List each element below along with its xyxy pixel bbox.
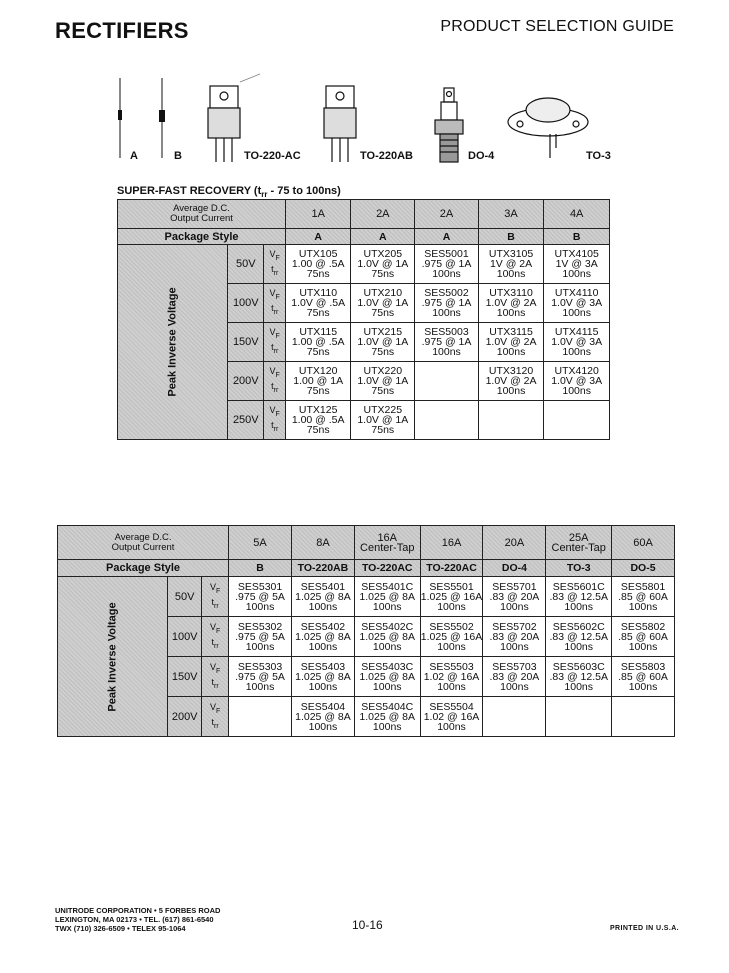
forward-voltage: .975 @ 5A bbox=[235, 590, 285, 603]
part-number: SES5002 bbox=[424, 287, 469, 299]
current-cell: 2A bbox=[351, 200, 415, 229]
recovery-time: 100ns bbox=[562, 307, 591, 319]
part-cell bbox=[612, 617, 675, 657]
recovery-time: 75ns bbox=[371, 346, 395, 358]
forward-voltage: 1.0V @ 3A bbox=[551, 375, 603, 387]
part-cell bbox=[291, 657, 354, 697]
part-cell bbox=[354, 617, 420, 657]
forward-voltage: .975 @ 5A bbox=[235, 670, 285, 683]
part-number: UTX4105 bbox=[554, 248, 599, 260]
symbol-cell: $V_F$ $t_{rr}$ bbox=[202, 617, 229, 657]
current-cell: 5A bbox=[229, 526, 292, 560]
piv-label: Peak Inverse Voltage bbox=[118, 245, 228, 440]
forward-voltage: 1V @ 3A bbox=[555, 258, 598, 270]
current-cell: 16A bbox=[420, 526, 483, 560]
part-cell bbox=[351, 401, 415, 440]
page-title: RECTIFIERS bbox=[55, 18, 189, 43]
package-style-cell: A bbox=[286, 229, 351, 245]
recovery-time: 75ns bbox=[306, 307, 330, 319]
forward-voltage: .83 @ 20A bbox=[489, 670, 540, 683]
forward-voltage: .85 @ 60A bbox=[618, 590, 668, 603]
package-label-to220ac: TO-220-AC bbox=[244, 150, 301, 162]
forward-voltage: 1.025 @ 8A bbox=[359, 590, 416, 603]
forward-voltage: 1.0V @ 1A bbox=[357, 297, 409, 309]
part-cell bbox=[483, 577, 546, 617]
package-style-cell: DO-5 bbox=[612, 560, 675, 577]
do4-drawing bbox=[435, 88, 463, 162]
part-cell bbox=[286, 362, 351, 401]
recovery-time: 100ns bbox=[372, 640, 402, 653]
part-cell bbox=[544, 245, 610, 284]
part-number: UTX215 bbox=[363, 326, 403, 338]
part-cell bbox=[612, 577, 675, 617]
part-number: SES5301 bbox=[237, 580, 283, 593]
part-cell bbox=[483, 657, 546, 697]
part-cell bbox=[351, 323, 415, 362]
forward-voltage: 1.025 @ 8A bbox=[295, 710, 351, 723]
package-style-cell: DO-4 bbox=[483, 560, 546, 577]
symbol-cell: $V_F$ $t_{rr}$ bbox=[264, 284, 286, 323]
part-cell bbox=[415, 323, 478, 362]
forward-voltage: 1.025 @ 8A bbox=[295, 670, 351, 683]
voltage-cell: 100V bbox=[228, 284, 264, 323]
empty-cell bbox=[546, 697, 612, 737]
to220ab-drawing bbox=[324, 86, 356, 162]
forward-voltage: 1.0V @ 1A bbox=[357, 336, 409, 348]
part-number: UTX120 bbox=[298, 365, 338, 377]
recovery-time: 100ns bbox=[562, 268, 591, 280]
forward-voltage: .83 @ 12.5A bbox=[549, 590, 608, 603]
recovery-time: 75ns bbox=[306, 346, 330, 358]
package-style-cell: B bbox=[229, 560, 292, 577]
forward-voltage: 1.0V @ 2A bbox=[485, 297, 537, 309]
part-cell bbox=[286, 323, 351, 362]
empty-cell bbox=[415, 362, 478, 401]
symbol-cell: $V_F$ $t_{rr}$ bbox=[264, 362, 286, 401]
symbol-cell: $V_F$ $t_{rr}$ bbox=[202, 577, 229, 617]
forward-voltage: 1.025 @ 16A bbox=[420, 590, 483, 603]
recovery-time: 100ns bbox=[245, 680, 275, 693]
recovery-time: 100ns bbox=[432, 268, 461, 280]
footer-address: UNITRODE CORPORATION • 5 FORBES ROAD LEXINGTON, MA 02173 • TEL. (617) 861-6540 TWX (710) 326-6509 • TELEX 95-1064 bbox=[55, 906, 221, 933]
part-cell bbox=[229, 617, 292, 657]
part-cell bbox=[286, 245, 351, 284]
package-style-cell: TO-220AB bbox=[291, 560, 354, 577]
recovery-time: 100ns bbox=[628, 680, 658, 693]
recovery-time: 100ns bbox=[562, 346, 591, 358]
part-cell bbox=[229, 577, 292, 617]
section-title: SUPER-FAST RECOVERY ($t_{rr} - 75$ to 100ns) bbox=[117, 185, 341, 200]
recovery-time: 100ns bbox=[564, 640, 594, 653]
empty-cell bbox=[483, 697, 546, 737]
symbol-cell: $V_F$ $t_{rr}$ bbox=[264, 245, 286, 284]
part-number: SES5502 bbox=[429, 620, 474, 633]
current-cell: 3A bbox=[478, 200, 544, 229]
forward-voltage: .975 @ 1A bbox=[421, 258, 472, 270]
recovery-time: 75ns bbox=[371, 268, 395, 280]
to220ac-drawing bbox=[208, 86, 240, 162]
voltage-cell: 100V bbox=[168, 617, 202, 657]
part-number: UTX210 bbox=[363, 287, 403, 299]
forward-voltage: 1.025 @ 8A bbox=[359, 710, 416, 723]
part-number: SES5001 bbox=[424, 248, 469, 260]
part-number: UTX105 bbox=[298, 248, 338, 260]
diode-a-drawing bbox=[118, 78, 122, 158]
forward-voltage: 1V @ 2A bbox=[489, 258, 533, 270]
forward-voltage: .83 @ 12.5A bbox=[549, 630, 608, 643]
symbol-cell: $V_F$ $t_{rr}$ bbox=[202, 697, 229, 737]
package-label-do4: DO-4 bbox=[468, 150, 495, 162]
part-number: UTX110 bbox=[299, 287, 338, 299]
current-cell: 20A bbox=[483, 526, 546, 560]
recovery-time: 100ns bbox=[496, 307, 526, 319]
forward-voltage: 1.0V @ 2A bbox=[485, 375, 537, 387]
voltage-cell: 250V bbox=[228, 401, 264, 440]
package-style-cell: B bbox=[544, 229, 610, 245]
forward-voltage: 1.0V @ 3A bbox=[551, 336, 603, 348]
package-style-cell: TO-3 bbox=[546, 560, 612, 577]
forward-voltage: 1.0V @ 1A bbox=[357, 375, 409, 387]
recovery-time: 100ns bbox=[500, 680, 529, 693]
current-cell: 1A bbox=[286, 200, 351, 229]
package-style-header: Package Style bbox=[58, 560, 229, 577]
forward-voltage: 1.00 @ .5A bbox=[291, 258, 345, 270]
part-cell bbox=[420, 577, 483, 617]
forward-voltage: 1.02 @ 16A bbox=[423, 670, 480, 683]
package-style-header: Package Style bbox=[118, 229, 286, 245]
recovery-time: 100ns bbox=[308, 680, 338, 693]
part-number: UTX125 bbox=[298, 404, 338, 416]
part-number: UTX4115 bbox=[554, 326, 599, 338]
forward-voltage: .975 @ 5A bbox=[235, 630, 285, 643]
recovery-time: 100ns bbox=[437, 720, 466, 733]
part-number: UTX4110 bbox=[554, 287, 599, 299]
package-style-cell: A bbox=[351, 229, 415, 245]
part-cell bbox=[415, 245, 478, 284]
recovery-time: 100ns bbox=[432, 346, 461, 358]
recovery-time: 100ns bbox=[308, 600, 338, 613]
part-cell bbox=[478, 323, 544, 362]
part-number: SES5404 bbox=[300, 700, 346, 713]
part-number: SES5702 bbox=[492, 620, 537, 633]
forward-voltage: 1.00 @ .5A bbox=[291, 336, 345, 348]
table-row bbox=[118, 245, 610, 284]
part-cell bbox=[351, 284, 415, 323]
recovery-time: 75ns bbox=[306, 385, 330, 397]
forward-voltage: .83 @ 12.5A bbox=[549, 670, 608, 683]
package-style-cell: A bbox=[415, 229, 478, 245]
diode-b-drawing bbox=[159, 78, 165, 158]
forward-voltage: .85 @ 60A bbox=[618, 630, 668, 643]
recovery-time: 100ns bbox=[500, 640, 529, 653]
recovery-time: 100ns bbox=[245, 640, 275, 653]
recovery-time: 100ns bbox=[564, 680, 594, 693]
current-cell: 60A bbox=[612, 526, 675, 560]
forward-voltage: 1.0V @ 1A bbox=[357, 258, 409, 270]
recovery-time: 100ns bbox=[437, 640, 466, 653]
voltage-cell: 150V bbox=[168, 657, 202, 697]
part-number: SES5404C bbox=[361, 700, 414, 713]
voltage-cell: 200V bbox=[228, 362, 264, 401]
package-style-cell: B bbox=[478, 229, 544, 245]
super-fast-recovery-table bbox=[117, 199, 610, 440]
current-cell: 16A Center-Tap bbox=[354, 526, 420, 560]
forward-voltage: 1.025 @ 16A bbox=[420, 630, 483, 643]
part-cell bbox=[546, 617, 612, 657]
part-cell bbox=[354, 657, 420, 697]
part-cell bbox=[546, 577, 612, 617]
part-cell bbox=[544, 284, 610, 323]
high-current-table bbox=[57, 525, 675, 737]
recovery-time: 75ns bbox=[371, 385, 395, 397]
avg-current-header: Average D.C. Output Current bbox=[118, 200, 286, 229]
part-cell bbox=[420, 617, 483, 657]
forward-voltage: 1.0V @ 1A bbox=[357, 414, 409, 426]
voltage-cell: 150V bbox=[228, 323, 264, 362]
forward-voltage: 1.025 @ 8A bbox=[295, 630, 351, 643]
forward-voltage: 1.02 @ 16A bbox=[423, 710, 480, 723]
part-cell bbox=[354, 697, 420, 737]
current-cell: 2A bbox=[415, 200, 478, 229]
part-cell bbox=[415, 284, 478, 323]
empty-cell bbox=[544, 401, 610, 440]
avg-current-header: Average D.C. Output Current bbox=[58, 526, 229, 560]
part-number: UTX205 bbox=[363, 248, 403, 260]
symbol-cell: $V_F$ $t_{rr}$ bbox=[264, 323, 286, 362]
part-cell bbox=[354, 577, 420, 617]
recovery-time: 100ns bbox=[628, 640, 658, 653]
guide-title: PRODUCT SELECTION GUIDE bbox=[440, 18, 674, 35]
forward-voltage: 1.00 @ 1A bbox=[293, 375, 344, 387]
page-number: 10-16 bbox=[352, 918, 383, 932]
forward-voltage: .85 @ 60A bbox=[618, 670, 668, 683]
recovery-time: 100ns bbox=[372, 680, 402, 693]
part-number: SES5303 bbox=[237, 660, 283, 673]
forward-voltage: .975 @ 1A bbox=[421, 297, 472, 309]
recovery-time: 100ns bbox=[437, 600, 466, 613]
recovery-time: 75ns bbox=[371, 307, 395, 319]
recovery-time: 100ns bbox=[245, 600, 275, 613]
part-cell bbox=[478, 245, 544, 284]
part-number: SES5003 bbox=[424, 326, 469, 338]
part-number: SES5402C bbox=[361, 620, 414, 633]
recovery-time: 75ns bbox=[306, 268, 330, 280]
forward-voltage: 1.025 @ 8A bbox=[359, 630, 416, 643]
voltage-cell: 200V bbox=[168, 697, 202, 737]
part-number: UTX3120 bbox=[488, 365, 534, 377]
empty-cell bbox=[478, 401, 544, 440]
part-number: SES5501 bbox=[429, 580, 474, 593]
current-cell: 4A bbox=[544, 200, 610, 229]
part-cell bbox=[544, 323, 610, 362]
part-cell bbox=[291, 617, 354, 657]
part-number: SES5302 bbox=[237, 620, 283, 633]
recovery-time: 100ns bbox=[564, 600, 594, 613]
forward-voltage: 1.0V @ 3A bbox=[551, 297, 603, 309]
part-number: SES5601C bbox=[552, 580, 605, 593]
recovery-time: 100ns bbox=[496, 268, 526, 280]
part-cell bbox=[483, 617, 546, 657]
current-cell: 8A bbox=[291, 526, 354, 560]
recovery-time: 100ns bbox=[500, 600, 529, 613]
part-number: SES5602C bbox=[552, 620, 605, 633]
piv-label: Peak Inverse Voltage bbox=[58, 577, 168, 737]
part-number: SES5701 bbox=[492, 580, 537, 593]
forward-voltage: 1.00 @ .5A bbox=[291, 414, 345, 426]
recovery-time: 100ns bbox=[628, 600, 658, 613]
part-number: SES5403 bbox=[300, 660, 346, 673]
printed-note: PRINTED IN U.S.A. bbox=[609, 925, 679, 932]
empty-cell bbox=[612, 697, 675, 737]
recovery-time: 100ns bbox=[308, 720, 338, 733]
part-number: SES5703 bbox=[492, 660, 537, 673]
part-cell bbox=[291, 577, 354, 617]
forward-voltage: 1.025 @ 8A bbox=[359, 670, 416, 683]
package-style-cell: TO-220AC bbox=[420, 560, 483, 577]
package-label-b: B bbox=[174, 150, 182, 162]
recovery-time: 100ns bbox=[308, 640, 338, 653]
part-number: SES5403C bbox=[361, 660, 414, 673]
voltage-cell: 50V bbox=[228, 245, 264, 284]
forward-voltage: 1.025 @ 8A bbox=[295, 590, 351, 603]
package-label-to220ab: TO-220AB bbox=[360, 150, 413, 162]
part-number: SES5803 bbox=[620, 660, 666, 673]
part-number: SES5503 bbox=[429, 660, 474, 673]
part-cell bbox=[351, 362, 415, 401]
part-cell bbox=[420, 697, 483, 737]
symbol-cell: $V_F$ $t_{rr}$ bbox=[202, 657, 229, 697]
part-number: UTX3115 bbox=[489, 326, 533, 338]
package-label-to3: TO-3 bbox=[586, 150, 611, 162]
package-illustrations bbox=[110, 70, 630, 170]
forward-voltage: .83 @ 20A bbox=[489, 630, 540, 643]
recovery-time: 100ns bbox=[496, 346, 526, 358]
part-cell bbox=[291, 697, 354, 737]
part-number: SES5801 bbox=[620, 580, 666, 593]
recovery-time: 100ns bbox=[496, 385, 526, 397]
recovery-time: 75ns bbox=[306, 424, 330, 436]
part-number: UTX220 bbox=[363, 365, 403, 377]
table-row bbox=[58, 577, 675, 617]
to3-drawing bbox=[508, 98, 588, 158]
recovery-time: 75ns bbox=[371, 424, 395, 436]
voltage-cell: 50V bbox=[168, 577, 202, 617]
part-cell bbox=[286, 284, 351, 323]
package-label-a: A bbox=[130, 150, 138, 162]
symbol-cell: $V_F$ $t_{rr}$ bbox=[264, 401, 286, 440]
forward-voltage: .975 @ 1A bbox=[421, 336, 472, 348]
part-number: UTX225 bbox=[363, 404, 403, 416]
part-number: SES5802 bbox=[620, 620, 666, 633]
forward-voltage: .83 @ 20A bbox=[489, 590, 540, 603]
part-number: UTX3105 bbox=[488, 248, 534, 260]
part-number: SES5504 bbox=[429, 700, 474, 713]
current-cell: 25A Center-Tap bbox=[546, 526, 612, 560]
package-style-cell: TO-220AC bbox=[354, 560, 420, 577]
part-number: SES5402 bbox=[300, 620, 346, 633]
recovery-time: 100ns bbox=[437, 680, 466, 693]
part-cell bbox=[229, 657, 292, 697]
part-cell bbox=[544, 362, 610, 401]
part-number: SES5401 bbox=[300, 580, 346, 593]
recovery-time: 100ns bbox=[562, 385, 591, 397]
recovery-time: 100ns bbox=[372, 720, 402, 733]
part-number: SES5401C bbox=[361, 580, 414, 593]
recovery-time: 100ns bbox=[432, 307, 461, 319]
forward-voltage: 1.0V @ 2A bbox=[485, 336, 537, 348]
part-cell bbox=[478, 362, 544, 401]
part-cell bbox=[351, 245, 415, 284]
part-cell bbox=[478, 284, 544, 323]
part-number: UTX115 bbox=[299, 326, 338, 338]
forward-voltage: 1.0V @ .5A bbox=[291, 297, 346, 309]
empty-cell bbox=[229, 697, 292, 737]
empty-cell bbox=[415, 401, 478, 440]
part-cell bbox=[546, 657, 612, 697]
part-cell bbox=[420, 657, 483, 697]
part-number: UTX3110 bbox=[489, 287, 533, 299]
part-number: UTX4120 bbox=[554, 365, 599, 377]
part-number: SES5603C bbox=[552, 660, 605, 673]
part-cell bbox=[286, 401, 351, 440]
part-cell bbox=[612, 657, 675, 697]
recovery-time: 100ns bbox=[372, 600, 402, 613]
